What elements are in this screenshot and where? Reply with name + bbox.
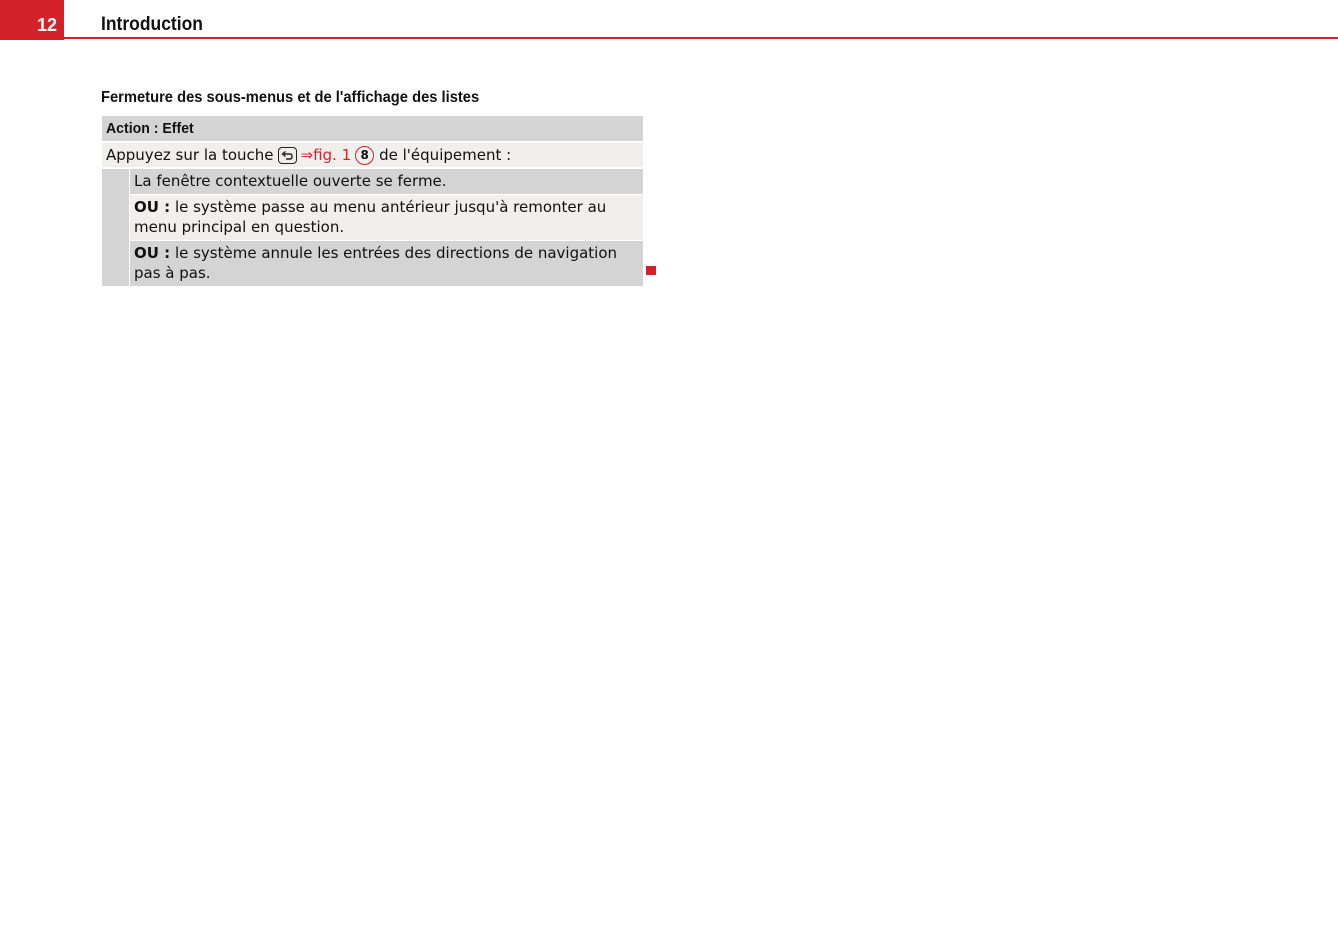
callout-number-badge: 8 bbox=[355, 146, 374, 165]
page-number: 12 bbox=[36, 15, 57, 35]
page-number-tab bbox=[0, 0, 64, 40]
effect-text: le système annule les entrées des directions de navigation pas à pas. bbox=[134, 243, 618, 282]
chapter-title: Introduction bbox=[101, 14, 203, 35]
effect-item bbox=[130, 240, 643, 286]
table-header-label: Action : Effet bbox=[106, 120, 194, 137]
effects-block bbox=[102, 169, 643, 286]
action-effect-table bbox=[102, 116, 643, 286]
header-rule bbox=[64, 37, 1338, 39]
effect-or-prefix: OU : bbox=[134, 243, 171, 262]
effects-list bbox=[130, 169, 643, 286]
effect-item bbox=[130, 194, 643, 240]
table-header-row bbox=[102, 116, 643, 143]
action-row bbox=[102, 143, 643, 169]
section-end-marker bbox=[646, 266, 656, 275]
effect-or-prefix: OU : bbox=[134, 197, 171, 216]
effect-item bbox=[130, 169, 643, 194]
back-arrow-key-icon bbox=[278, 147, 297, 164]
figure-reference-link[interactable]: ⇒fig. 1 bbox=[300, 146, 352, 164]
effects-indent-column bbox=[102, 169, 130, 286]
section-heading: Fermeture des sous-menus et de l'affichage des listes bbox=[101, 89, 480, 106]
effect-text: le système passe au menu antérieur jusqu'à remonter au menu principal en question. bbox=[134, 197, 607, 236]
effect-text: La fenêtre contextuelle ouverte se ferme. bbox=[134, 172, 447, 190]
action-prefix: Appuyez sur la touche bbox=[106, 146, 274, 164]
action-suffix: de l'équipement : bbox=[379, 146, 512, 164]
